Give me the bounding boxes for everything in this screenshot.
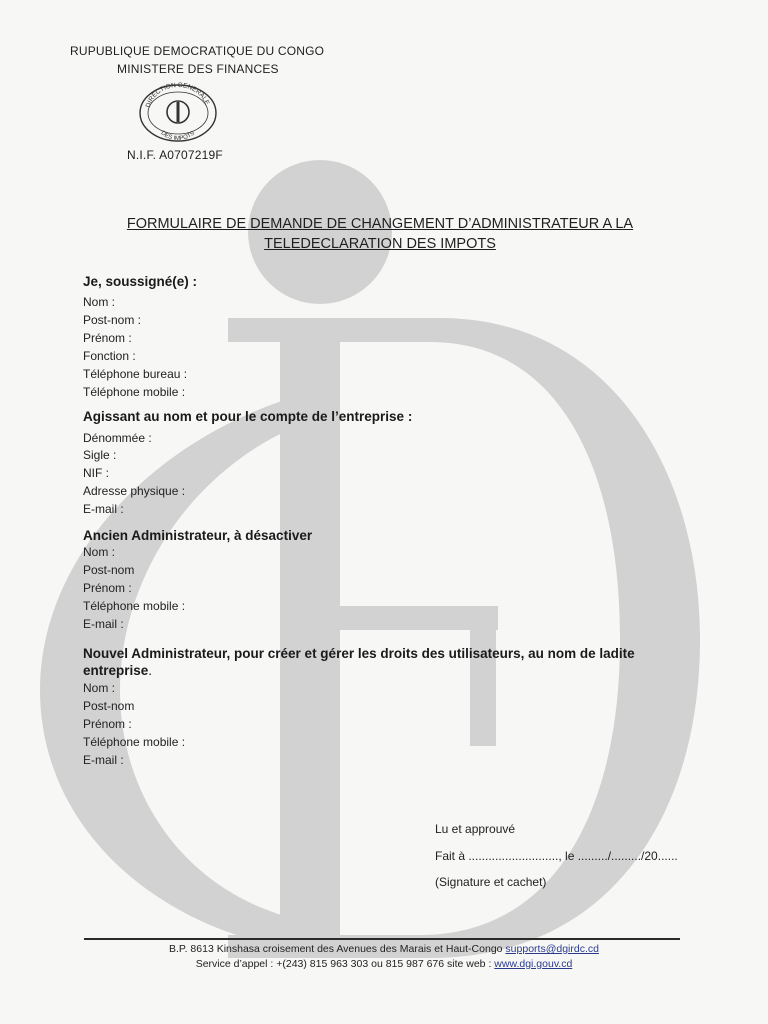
company-field-sigle: Sigle : (83, 448, 117, 462)
republic-name: RUPUBLIQUE DEMOCRATIQUE DU CONGO (70, 44, 325, 58)
new-admin-heading-line2 (83, 663, 152, 678)
dgi-seal (137, 82, 219, 144)
signatory-field-prenom: Prénom : (83, 331, 132, 345)
ministry-name: MINISTERE DES FINANCES (117, 62, 279, 76)
new-admin-field-nom: Nom : (83, 681, 116, 695)
place-date-line: Fait à ..........................., le ........./........./20...... (435, 849, 678, 863)
new-admin-field-tel-mobile: Téléphone mobile : (83, 735, 186, 749)
approved-label: Lu et approuvé (435, 822, 516, 836)
new-admin-heading-period: . (148, 663, 153, 678)
company-field-email: E-mail : (83, 502, 124, 516)
signatory-field-tel-mobile: Téléphone mobile : (83, 385, 186, 399)
footer-address-line (84, 943, 684, 955)
company-field-adresse: Adresse physique : (83, 484, 186, 498)
old-admin-field-nom: Nom : (83, 545, 116, 559)
footer-contact-line (84, 958, 684, 970)
seal-dg-logo-bar (177, 102, 180, 122)
company-field-denommee: Dénommée : (83, 431, 152, 445)
footer-contact-text: Service d’appel : +(243) 815 963 303 ou 815 987 676 site web : (195, 958, 495, 970)
new-admin-heading-word: entreprise (83, 663, 149, 678)
signatory-field-fonction: Fonction : (83, 349, 136, 363)
new-admin-field-postnom: Post-nom (83, 699, 135, 713)
footer-divider (84, 938, 680, 940)
company-heading: Agissant au nom et pour le compte de l’entreprise : (83, 409, 413, 424)
seal-text-bottom: DES IMPOTS (159, 130, 197, 143)
new-admin-field-email: E-mail : (83, 753, 124, 767)
company-field-nif: NIF : (83, 466, 109, 480)
form-title: FORMULAIRE DE DEMANDE DE CHANGEMENT D’ADMINISTRATEUR A LA TELEDECLARATION DES IMPOTS (126, 216, 634, 252)
old-admin-field-tel-mobile: Téléphone mobile : (83, 599, 186, 613)
signatory-field-nom: Nom : (83, 295, 116, 309)
signatory-heading: Je, soussigné(e) : (83, 274, 198, 289)
signature-stamp-label: (Signature et cachet) (435, 875, 547, 889)
seal-text-top: DIRECTION GENERALE (144, 82, 211, 109)
footer-address-text: B.P. 8613 Kinshasa croisement des Avenues des Marais et Haut-Congo (169, 943, 506, 955)
old-admin-field-email: E-mail : (83, 617, 124, 631)
footer-email-link[interactable]: supports@dgirdc.cd (505, 943, 599, 955)
signatory-field-tel-bureau: Téléphone bureau : (83, 367, 188, 381)
old-admin-field-prenom: Prénom : (83, 581, 132, 595)
footer-website-link[interactable]: www.dgi.gouv.cd (494, 958, 573, 970)
signatory-field-postnom: Post-nom : (83, 313, 142, 327)
old-admin-heading: Ancien Administrateur, à désactiver (83, 528, 313, 543)
new-admin-heading-line1: Nouvel Administrateur, pour créer et gérer les droits des utilisateurs, au nom de ladite (83, 646, 635, 661)
nif-number: N.I.F. A0707219F (127, 148, 223, 162)
new-admin-field-prenom: Prénom : (83, 717, 132, 731)
old-admin-field-postnom: Post-nom (83, 563, 135, 577)
